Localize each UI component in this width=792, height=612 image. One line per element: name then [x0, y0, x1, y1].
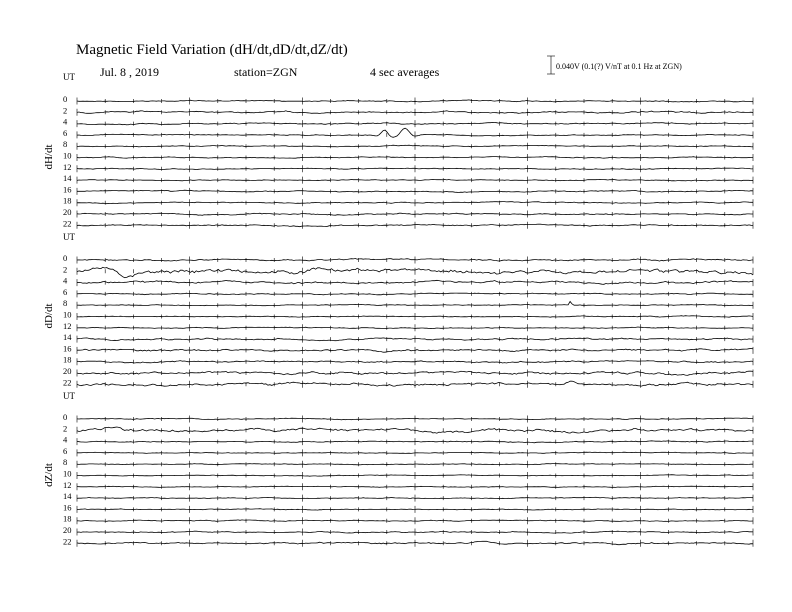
row-label: 4 — [63, 434, 68, 445]
row-label: 0 — [63, 94, 68, 104]
chart-title: Magnetic Field Variation (dH/dt,dD/dt,dZ/dt) — [76, 42, 348, 58]
row-label: 18 — [63, 354, 72, 365]
row-label: 22 — [63, 218, 72, 229]
row-label: 4 — [63, 116, 68, 127]
ut-label: UT — [63, 72, 75, 82]
row-label: 20 — [63, 207, 72, 217]
row-label: 6 — [63, 286, 68, 297]
row-label: 0 — [63, 253, 68, 263]
row-label: 16 — [63, 343, 72, 354]
panel-dH-dt — [43, 72, 753, 229]
row-label: 6 — [63, 127, 68, 138]
row-label: 6 — [63, 445, 68, 456]
y-axis-label: dD/dt — [43, 303, 55, 329]
row-label: 8 — [63, 298, 68, 309]
row-label: 2 — [63, 105, 68, 116]
tick-marks — [77, 188, 753, 195]
row-label: 18 — [63, 195, 72, 206]
row-label: 22 — [63, 377, 72, 388]
row-label: 14 — [63, 332, 72, 343]
row-label: 12 — [63, 161, 72, 172]
row-label: 8 — [63, 457, 68, 468]
row-label: 0 — [63, 412, 68, 422]
scale-note: 0.040V (0.1(?) V/nT at 0.1 Hz at ZGN) — [556, 62, 682, 71]
scale-bar — [547, 56, 555, 74]
date-label: Jul. 8 , 2019 — [100, 65, 160, 79]
tick-marks — [77, 540, 753, 547]
panels — [43, 72, 753, 547]
row-label: 22 — [63, 536, 72, 547]
tick-marks — [77, 381, 753, 388]
row-label: 10 — [63, 150, 72, 161]
tick-marks — [77, 120, 753, 127]
y-axis-label: dH/dt — [43, 144, 55, 170]
row-label: 4 — [63, 275, 68, 286]
row-label: 8 — [63, 139, 68, 150]
panel-dZ-dt — [43, 391, 753, 547]
row-label: 2 — [63, 423, 68, 434]
row-label: 18 — [63, 513, 72, 524]
row-label: 10 — [63, 468, 72, 479]
row-label: 2 — [63, 264, 68, 275]
tick-marks — [77, 358, 753, 365]
panel-dD-dt — [43, 232, 753, 388]
tick-marks — [77, 109, 753, 116]
y-axis-label: dZ/dt — [43, 463, 55, 487]
ut-label: UT — [63, 232, 75, 242]
row-label: 16 — [63, 184, 72, 195]
row-label: 14 — [63, 173, 72, 184]
row-label: 12 — [63, 479, 72, 490]
tick-marks — [77, 268, 753, 275]
ut-label: UT — [63, 391, 75, 401]
averaging-label: 4 sec averages — [370, 65, 440, 79]
station-label: station=ZGN — [234, 65, 298, 79]
row-label: 16 — [63, 502, 72, 513]
row-label: 10 — [63, 309, 72, 320]
row-label: 12 — [63, 320, 72, 331]
row-label: 20 — [63, 366, 72, 376]
row-label: 14 — [63, 491, 72, 502]
row-label: 20 — [63, 525, 72, 535]
